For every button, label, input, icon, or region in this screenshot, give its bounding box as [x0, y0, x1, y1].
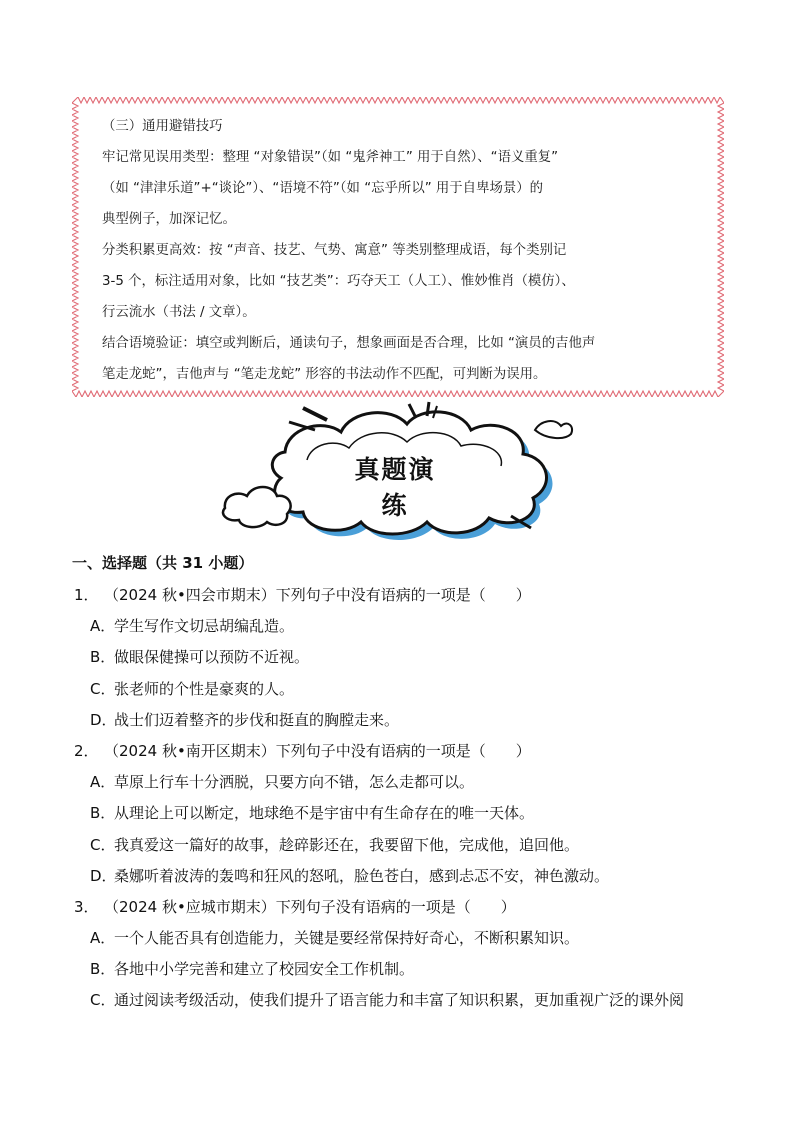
question-list — [72, 580, 732, 1017]
question-text: （2024 秋•四会市期末）下列句子中没有语病的一项是（ ） — [104, 586, 531, 604]
option-text: 学生写作文切忌胡编乱造。 — [114, 617, 295, 636]
tips-line: 行云流水（书法 / 文章）。 — [102, 305, 256, 320]
tips-line: （如 “津津乐道”+“谈论”）、“语境不符”（如 “忘乎所以” 用于自卑场景）的 — [102, 181, 544, 196]
tips-line: 分类积累更高效：按 “声音、技艺、气势、寓意” 等类别整理成语，每个类别记 — [102, 243, 567, 258]
option-text: 战士们迈着整齐的步伐和挺直的胸膛走来。 — [114, 710, 400, 729]
section-heading: 一、选择题（共 31 小题） — [72, 554, 254, 572]
option-letter: D． — [90, 866, 117, 885]
question-stem — [72, 736, 732, 767]
question-number: 2． — [74, 741, 99, 760]
answer-option[interactable] — [72, 923, 732, 954]
banner-title: 真题演练 — [354, 455, 436, 520]
option-letter: C． — [90, 679, 116, 698]
option-letter: C． — [90, 991, 116, 1010]
option-letter: B． — [90, 648, 116, 667]
tips-title: （三）通用避错技巧 — [102, 119, 223, 134]
option-text: 草原上行车十分洒脱，只要方向不错，怎么走都可以。 — [114, 773, 475, 792]
answer-option[interactable] — [72, 674, 732, 705]
option-letter: A． — [90, 929, 116, 948]
option-text: 张老师的个性是豪爽的人。 — [114, 679, 295, 698]
tips-box — [72, 97, 724, 397]
question-number: 3． — [74, 897, 99, 916]
answer-option[interactable] — [72, 830, 732, 861]
option-letter: B． — [90, 804, 116, 823]
option-letter: B． — [90, 960, 116, 979]
option-text: 通过阅读考级活动，使我们提升了语言能力和丰富了知识积累，更加重视广泛的课外阅 — [114, 991, 685, 1010]
answer-option[interactable] — [72, 798, 732, 829]
tips-line: 笔走龙蛇”，吉他声与 “笔走龙蛇” 形容的书法动作不匹配，可判断为误用。 — [102, 367, 547, 382]
question-text: （2024 秋•应城市期末）下列句子没有语病的一项是（ ） — [104, 897, 516, 916]
option-text: 各地中小学完善和建立了校园安全工作机制。 — [114, 960, 415, 979]
option-text: 从理论上可以断定，地球绝不是宇宙中有生命存在的唯一天体。 — [114, 804, 535, 823]
question-number: 1． — [74, 586, 99, 604]
question-stem — [72, 892, 732, 923]
section-banner — [215, 400, 575, 540]
option-letter: A． — [90, 617, 116, 636]
answer-option[interactable] — [72, 954, 732, 985]
answer-option[interactable] — [72, 985, 732, 1016]
answer-option[interactable] — [72, 642, 732, 673]
answer-option[interactable] — [72, 767, 732, 798]
answer-option[interactable] — [72, 705, 732, 736]
option-letter: C． — [90, 835, 116, 854]
option-text: 桑娜听着波涛的轰鸣和狂风的怒吼，脸色苍白，感到忐忑不安，神色激动。 — [114, 866, 610, 885]
option-text: 一个人能否具有创造能力，关键是要经常保持好奇心，不断积累知识。 — [114, 929, 580, 948]
option-text: 做眼保健操可以预防不近视。 — [114, 648, 310, 667]
option-letter: D． — [90, 710, 117, 729]
question-text: （2024 秋•南开区期末）下列句子中没有语病的一项是（ ） — [104, 741, 531, 760]
question-stem — [72, 580, 732, 611]
tips-line: 典型例子，加深记忆。 — [102, 212, 236, 227]
answer-option[interactable] — [72, 611, 732, 642]
answer-option[interactable] — [72, 861, 732, 892]
option-letter: A． — [90, 773, 116, 792]
tips-content — [102, 111, 712, 390]
tips-line: 结合语境验证：填空或判断后，通读句子，想象画面是否合理，比如 “演员的吉他声 — [102, 336, 596, 351]
tips-line: 3-5 个，标注适用对象，比如 “技艺类”：巧夺天工（人工）、惟妙惟肖（模仿）、 — [102, 274, 575, 289]
tips-line: 牢记常见误用类型：整理 “对象错误”（如 “鬼斧神工” 用于自然）、“语义重复” — [102, 150, 559, 165]
option-text: 我真爱这一篇好的故事，趁碎影还在，我要留下他，完成他，追回他。 — [114, 835, 580, 854]
